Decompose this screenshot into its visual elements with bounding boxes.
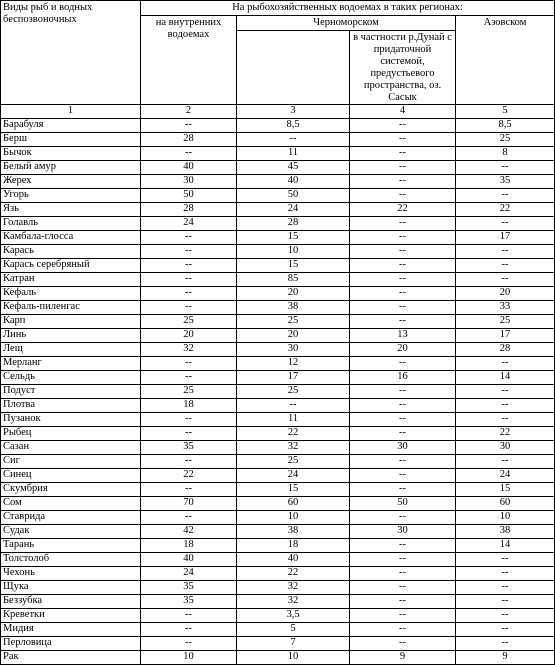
- species-name-cell: Кефаль: [1, 287, 141, 301]
- table-row: [1, 623, 555, 637]
- table-row: [1, 175, 555, 189]
- value-cell: --: [350, 483, 456, 497]
- value-cell: --: [456, 259, 555, 273]
- value-cell: 10: [237, 511, 350, 525]
- table-row: [1, 595, 555, 609]
- value-cell: 3,5: [237, 609, 350, 623]
- value-cell: --: [141, 301, 237, 315]
- value-cell: 7: [237, 637, 350, 651]
- value-cell: --: [350, 217, 456, 231]
- value-cell: 10: [237, 651, 350, 665]
- value-cell: 35: [141, 581, 237, 595]
- species-name-cell: Креветки: [1, 609, 141, 623]
- value-cell: 50: [350, 497, 456, 511]
- value-cell: 25: [141, 315, 237, 329]
- value-cell: 10: [237, 245, 350, 259]
- value-cell: 8,5: [456, 119, 555, 133]
- value-cell: --: [350, 581, 456, 595]
- value-cell: 24: [141, 567, 237, 581]
- table-row: [1, 161, 555, 175]
- column-number: 4: [350, 105, 456, 119]
- value-cell: 32: [237, 441, 350, 455]
- value-cell: --: [456, 567, 555, 581]
- value-cell: 25: [237, 455, 350, 469]
- value-cell: --: [350, 637, 456, 651]
- value-cell: 35: [141, 595, 237, 609]
- value-cell: 60: [237, 497, 350, 511]
- value-cell: --: [456, 245, 555, 259]
- value-cell: --: [350, 301, 456, 315]
- table-row: [1, 441, 555, 455]
- table-row: [1, 455, 555, 469]
- table-row: [1, 427, 555, 441]
- species-name-cell: Бычок: [1, 147, 141, 161]
- value-cell: 22: [141, 469, 237, 483]
- value-cell: --: [350, 385, 456, 399]
- value-cell: 25: [456, 315, 555, 329]
- value-cell: --: [141, 119, 237, 133]
- value-cell: --: [456, 217, 555, 231]
- value-cell: --: [350, 147, 456, 161]
- value-cell: --: [350, 119, 456, 133]
- table-body: [1, 105, 555, 665]
- value-cell: 22: [237, 427, 350, 441]
- value-cell: 30: [141, 175, 237, 189]
- value-cell: 38: [237, 525, 350, 539]
- value-cell: --: [141, 637, 237, 651]
- species-name-cell: Беззубка: [1, 595, 141, 609]
- value-cell: 25: [237, 315, 350, 329]
- value-cell: 32: [237, 581, 350, 595]
- column-number: 5: [456, 105, 555, 119]
- species-name-cell: Сельдь: [1, 371, 141, 385]
- value-cell: --: [141, 147, 237, 161]
- value-cell: 15: [456, 483, 555, 497]
- species-name-cell: Угорь: [1, 189, 141, 203]
- black-sea-general-header: [237, 31, 350, 105]
- value-cell: --: [350, 245, 456, 259]
- table-row: [1, 539, 555, 553]
- species-name-cell: Плотва: [1, 399, 141, 413]
- regions-title: На рыбохозяйственных водоемах в таких регионах:: [141, 1, 555, 16]
- value-cell: --: [141, 231, 237, 245]
- azov-header: Азовском: [456, 16, 555, 105]
- value-cell: --: [141, 357, 237, 371]
- value-cell: 24: [237, 469, 350, 483]
- species-name-cell: Перловица: [1, 637, 141, 651]
- species-name-cell: Ставрида: [1, 511, 141, 525]
- species-name-cell: Кефаль-пиленгас: [1, 301, 141, 315]
- value-cell: 28: [456, 343, 555, 357]
- species-name-cell: Камбала-глосса: [1, 231, 141, 245]
- table-row: [1, 203, 555, 217]
- table-row: [1, 259, 555, 273]
- value-cell: 10: [141, 651, 237, 665]
- table-row: [1, 301, 555, 315]
- table-row: [1, 399, 555, 413]
- value-cell: --: [350, 469, 456, 483]
- value-cell: --: [350, 273, 456, 287]
- value-cell: --: [141, 455, 237, 469]
- value-cell: 18: [141, 399, 237, 413]
- value-cell: 12: [237, 357, 350, 371]
- value-cell: --: [141, 259, 237, 273]
- table-row: [1, 245, 555, 259]
- species-name-cell: Синец: [1, 469, 141, 483]
- value-cell: --: [141, 413, 237, 427]
- value-cell: 20: [237, 329, 350, 343]
- value-cell: --: [456, 595, 555, 609]
- species-name-cell: Пузанок: [1, 413, 141, 427]
- value-cell: --: [350, 175, 456, 189]
- value-cell: 20: [456, 287, 555, 301]
- inland-waters-header: на внутренних водоемах: [141, 16, 237, 105]
- value-cell: 20: [237, 287, 350, 301]
- value-cell: --: [141, 287, 237, 301]
- table-row: [1, 119, 555, 133]
- column-number: 2: [141, 105, 237, 119]
- value-cell: 17: [456, 231, 555, 245]
- value-cell: --: [350, 315, 456, 329]
- value-cell: --: [350, 567, 456, 581]
- table-row: [1, 189, 555, 203]
- table-row: [1, 567, 555, 581]
- species-name-cell: Мерланг: [1, 357, 141, 371]
- value-cell: --: [456, 609, 555, 623]
- species-name-cell: Судак: [1, 525, 141, 539]
- value-cell: 18: [141, 539, 237, 553]
- table-row: [1, 483, 555, 497]
- table-row: [1, 651, 555, 665]
- column-number: 3: [237, 105, 350, 119]
- value-cell: 15: [237, 231, 350, 245]
- value-cell: 85: [237, 273, 350, 287]
- value-cell: 15: [237, 259, 350, 273]
- value-cell: 28: [141, 203, 237, 217]
- value-cell: 22: [350, 203, 456, 217]
- value-cell: 22: [456, 203, 555, 217]
- value-cell: --: [350, 259, 456, 273]
- species-name-cell: Язь: [1, 203, 141, 217]
- value-cell: --: [350, 623, 456, 637]
- table-row: [1, 497, 555, 511]
- value-cell: 16: [350, 371, 456, 385]
- value-cell: 9: [350, 651, 456, 665]
- table-row: [1, 525, 555, 539]
- value-cell: --: [350, 539, 456, 553]
- table-row: [1, 413, 555, 427]
- species-name-cell: Карась серебряный: [1, 259, 141, 273]
- value-cell: --: [456, 273, 555, 287]
- table-row: [1, 511, 555, 525]
- species-name-cell: Подуст: [1, 385, 141, 399]
- value-cell: --: [456, 161, 555, 175]
- species-name-cell: Щука: [1, 581, 141, 595]
- value-cell: --: [350, 287, 456, 301]
- value-cell: 40: [237, 175, 350, 189]
- species-name-cell: Скумбрия: [1, 483, 141, 497]
- danube-header: в частности р.Дунай с придаточной системой, предустьевого пространства, оз. Сасык: [350, 31, 456, 105]
- value-cell: --: [456, 623, 555, 637]
- species-name-cell: Карп: [1, 315, 141, 329]
- value-cell: 8,5: [237, 119, 350, 133]
- value-cell: 33: [456, 301, 555, 315]
- value-cell: 32: [237, 595, 350, 609]
- species-name-cell: Белый амур: [1, 161, 141, 175]
- species-column-header: Виды рыб и водных беспозвоночных: [1, 1, 141, 105]
- species-name-cell: Берш: [1, 133, 141, 147]
- value-cell: 20: [141, 329, 237, 343]
- value-cell: 24: [456, 469, 555, 483]
- species-name-cell: Сазан: [1, 441, 141, 455]
- species-name-cell: Катран: [1, 273, 141, 287]
- value-cell: 30: [456, 441, 555, 455]
- value-cell: 20: [350, 343, 456, 357]
- value-cell: 22: [456, 427, 555, 441]
- column-number: 1: [1, 105, 141, 119]
- table-row: [1, 469, 555, 483]
- species-name-cell: Карась: [1, 245, 141, 259]
- table-row: [1, 385, 555, 399]
- value-cell: --: [350, 595, 456, 609]
- value-cell: 40: [141, 161, 237, 175]
- value-cell: 11: [237, 147, 350, 161]
- value-cell: --: [237, 133, 350, 147]
- value-cell: 11: [237, 413, 350, 427]
- table-row: [1, 133, 555, 147]
- species-name-cell: Рак: [1, 651, 141, 665]
- value-cell: 70: [141, 497, 237, 511]
- value-cell: 50: [237, 189, 350, 203]
- value-cell: 30: [350, 525, 456, 539]
- column-numbers-row: [1, 105, 555, 119]
- value-cell: --: [141, 427, 237, 441]
- value-cell: 18: [237, 539, 350, 553]
- value-cell: --: [237, 399, 350, 413]
- value-cell: --: [350, 161, 456, 175]
- value-cell: 14: [456, 371, 555, 385]
- table-row: [1, 315, 555, 329]
- species-name-cell: Чехонь: [1, 567, 141, 581]
- value-cell: --: [350, 357, 456, 371]
- value-cell: --: [456, 385, 555, 399]
- value-cell: --: [141, 609, 237, 623]
- value-cell: --: [456, 553, 555, 567]
- value-cell: 10: [456, 511, 555, 525]
- table-row: [1, 609, 555, 623]
- species-name-cell: Лещ: [1, 343, 141, 357]
- value-cell: 25: [237, 385, 350, 399]
- value-cell: 15: [237, 483, 350, 497]
- value-cell: --: [350, 399, 456, 413]
- value-cell: --: [141, 273, 237, 287]
- value-cell: 28: [141, 133, 237, 147]
- value-cell: --: [456, 413, 555, 427]
- value-cell: 24: [141, 217, 237, 231]
- value-cell: 42: [141, 525, 237, 539]
- value-cell: --: [456, 637, 555, 651]
- value-cell: --: [456, 581, 555, 595]
- value-cell: 17: [456, 329, 555, 343]
- value-cell: 45: [237, 161, 350, 175]
- species-name-cell: Жерех: [1, 175, 141, 189]
- table-row: [1, 371, 555, 385]
- table-row: [1, 357, 555, 371]
- species-name-cell: Мидия: [1, 623, 141, 637]
- value-cell: 25: [456, 133, 555, 147]
- value-cell: --: [456, 399, 555, 413]
- species-name-cell: Рыбец: [1, 427, 141, 441]
- value-cell: 25: [141, 385, 237, 399]
- table-row: [1, 231, 555, 245]
- value-cell: --: [141, 483, 237, 497]
- value-cell: --: [350, 133, 456, 147]
- value-cell: --: [350, 511, 456, 525]
- value-cell: 17: [237, 371, 350, 385]
- table-row: [1, 273, 555, 287]
- value-cell: 38: [237, 301, 350, 315]
- table-header: [1, 1, 555, 105]
- value-cell: 35: [456, 175, 555, 189]
- species-name-cell: Тарань: [1, 539, 141, 553]
- species-name-cell: Толстолоб: [1, 553, 141, 567]
- value-cell: --: [456, 189, 555, 203]
- value-cell: 50: [141, 189, 237, 203]
- value-cell: --: [350, 553, 456, 567]
- value-cell: 8: [456, 147, 555, 161]
- table-row: [1, 553, 555, 567]
- table-row: [1, 287, 555, 301]
- species-name-cell: Барабуля: [1, 119, 141, 133]
- table-row: [1, 329, 555, 343]
- species-name-cell: Сиг: [1, 455, 141, 469]
- table-row: [1, 637, 555, 651]
- value-cell: --: [141, 371, 237, 385]
- table-row: [1, 343, 555, 357]
- value-cell: 38: [456, 525, 555, 539]
- value-cell: --: [141, 623, 237, 637]
- value-cell: --: [456, 357, 555, 371]
- value-cell: 14: [456, 539, 555, 553]
- value-cell: --: [456, 455, 555, 469]
- table-row: [1, 581, 555, 595]
- value-cell: 30: [350, 441, 456, 455]
- species-name-cell: Сом: [1, 497, 141, 511]
- value-cell: 9: [456, 651, 555, 665]
- value-cell: --: [350, 609, 456, 623]
- species-name-cell: Линь: [1, 329, 141, 343]
- value-cell: --: [350, 455, 456, 469]
- value-cell: --: [141, 245, 237, 259]
- value-cell: 30: [237, 343, 350, 357]
- value-cell: --: [141, 511, 237, 525]
- value-cell: 24: [237, 203, 350, 217]
- value-cell: 40: [141, 553, 237, 567]
- value-cell: --: [350, 413, 456, 427]
- table-row: [1, 147, 555, 161]
- value-cell: 13: [350, 329, 456, 343]
- value-cell: 5: [237, 623, 350, 637]
- value-cell: 28: [237, 217, 350, 231]
- table-row: [1, 217, 555, 231]
- value-cell: --: [350, 189, 456, 203]
- value-cell: --: [350, 427, 456, 441]
- value-cell: 40: [237, 553, 350, 567]
- black-sea-header: Черноморском: [237, 16, 456, 31]
- value-cell: 60: [456, 497, 555, 511]
- value-cell: 22: [237, 567, 350, 581]
- value-cell: 35: [141, 441, 237, 455]
- value-cell: --: [350, 231, 456, 245]
- value-cell: 32: [141, 343, 237, 357]
- species-name-cell: Голавль: [1, 217, 141, 231]
